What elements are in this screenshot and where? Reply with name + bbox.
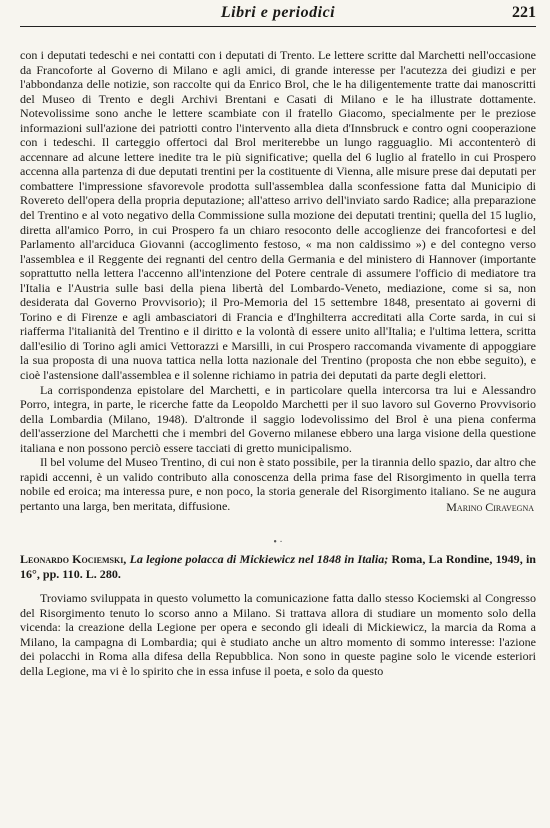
page-number: 221 [512, 4, 536, 21]
running-header [20, 4, 536, 27]
review-author: Leonardo Kociemski, [20, 552, 127, 567]
paragraph-3: Il bel volume del Museo Trentino, di cui non è stato possibile, per la tirannia dello spazio, dar altro che rapidi accenni, è un valido contributo alla conoscenza della prima fase del Risorgimento in quella terra nobile ed eroica; ma interessa pure, e non poco, la storia generale del Risorgimento italiano. Se ne augura pertanto una larga, ben meritata, diffusione. [20, 455, 536, 513]
paragraph-1: con i deputati tedeschi e nei contatti con i deputati di Trento. Le lettere scritte dal Marchetti nell'occasione da Francoforte al Governo di Milano e agli amici, di grande interesse per l'acutezza dei giudizi e per l'abbondanza delle notizie, son raccolte qui da Enrico Brol, che le ha diligentemente tratte dai manoscritti del Museo di Trento e degli Archivi Brentani e Casati di Milano e le ha illustrate dottamente. Notevolissime sono anche le lettere scambiate con il fratello Giacomo, specialmente per le preziose informazioni sull'azione dei patriotti contro l'intervento alla dieta d'Innsbruck e contro ogni cooperazione con i tedeschi. Il carteggio offertoci dal Brol meriterebbe un lungo ragguaglio. Mi accontenterò di accennare ad alcune lettere inedite tra le più significative; quella del 6 luglio al fratello in cui Prospero accenna alla partenza di due deputati trentini per la costituente di Vienna, alle misure prese dai deputati per combattere l'impressione sfavorevole prodotta sull'assemblea dalla sconfessione fatta dal Municipio di Rovereto dell'opera della propria deputazione; all'atteso arrivo dell'inviato sardo Radice; alla preparazione del Trentino e al voto negativo della Commissione sulla mozione dei deputati trentini; quella del 15 luglio, diretta all'amico Porro, in cui Prospero fa un chiaro resoconto delle accoglienze dei francofortesi e del Parlamento all'arciduca Giovanni (accoglimento festoso, « ma non caldissimo ») e del contegno verso l'assemblea e il Reggente dei regnanti del centro della Germania e del ministero di Hannover (importante soprattutto nella lettera l'accenno all'intenzione del Potere centrale di assumere l'officio di mediatore tra l'Italia e l'Austria sulle basi della piena libertà del Lombardo-Veneto, mediazione, come si sa, non desiderata dal Governo Provvisorio); il Pro-Memoria del 15 settembre 1848, presentato ai governi di Torino e di Firenze e agli ambasciatori di Francia e d'Inghilterra accreditati alla Corte sarda, in cui si riafferma l'italianità del Trentino e il diritto e la volontà di essere unito all'Italia; e l'ultima lettera, scritta dall'esilio di Torino agli amici Vettorazzi e Marsilli, in cui Prospero raccomanda vivamente di appoggiare la sua proposta di una nuova tattica nella lotta nazionale del Trentino (proposta che non ebbe seguito), e cioè l'astensione dall'assemblea e il solenne richiamo in patria dei deputati da parte degli elettori. [20, 48, 536, 383]
main-text [20, 48, 536, 678]
running-title: Libri e periodici [220, 4, 336, 21]
paragraph-2: La corrispondenza epistolare del Marchetti, e in particolare quella intercorsa tra lui e Alessandro Porro, integra, in parte, le ricerche fatte da Leopoldo Marchetti per il suo lavoro sul Governo Provvisorio della Lombardia (Milano, 1948). D'altronde il saggio lodevolissimo del Brol è una piena conferma dell'asserzione del Marchetti che i membri del Governo milanese ebbero una larga visione della questione italiana e non possono perciò essere tacciati di gretto municipalismo. [20, 382, 536, 455]
review-text: Troviamo sviluppata in questo volumetto la comunicazione fatta dallo stesso Kociemski al Congresso del Risorgimento tenuto lo scorso anno a Milano. Si trattava allora di studiare un momento solo della vicenda: la creazione della Legione per opera e secondo gli ideali di Mickiewicz, la marcia da Roma a Milano, la campagna di Lombardia; qui è studiato anche un altro momento di sommo interesse: l'azione dei polacchi in Roma alla difesa della Repubblica. Non sono in queste pagine solo le vicende esteriori della Legione, ma vi è lo spirito che in essa infuse il poeta, e solo da questo [20, 591, 536, 678]
review-heading [20, 552, 536, 581]
review-book-title: La legione polacca di Mickiewicz nel 1848 in Italia; [129, 552, 389, 567]
signature: Marino Ciravegna [446, 499, 534, 514]
section-separator: • · [273, 537, 283, 549]
review-publication: Roma, La Rondine, 1949, in 16°, pp. 110. L. 280. [20, 552, 536, 581]
